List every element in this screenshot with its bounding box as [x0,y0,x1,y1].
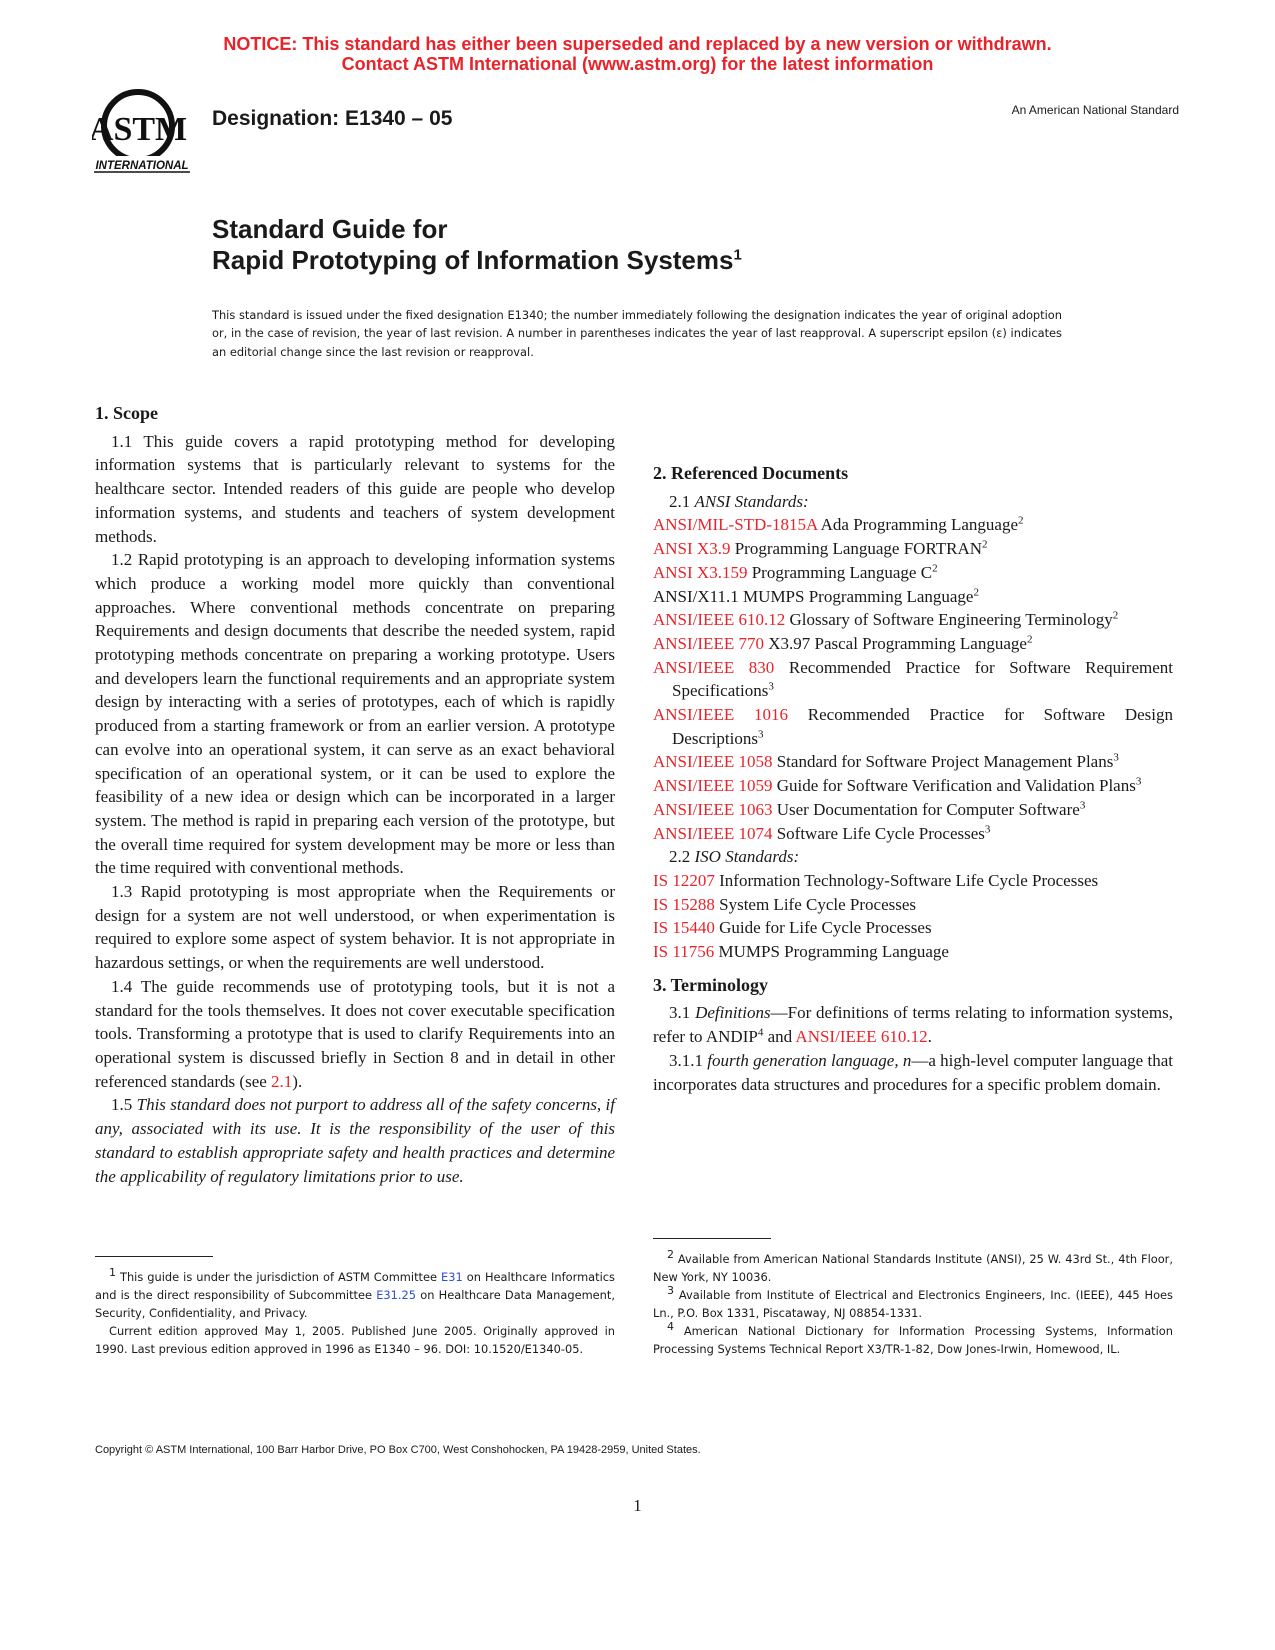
footnote-4-mark: 4 [667,1320,674,1334]
iso-reference-list [653,869,1173,964]
term-3-1-number: 3.1 [669,1003,696,1023]
ansi-reference-item [653,608,1173,632]
page-number: 1 [633,1496,642,1515]
term-definitions: Definitions [695,1003,771,1023]
term-3-1-1-text: —a high-level computer language that incorporates data structures and procedures for a specific problem domain. [653,1050,1173,1094]
footnote-1-text-a: This guide is under the jurisdiction of ASTM Committee [116,1270,442,1284]
ansi-reference-title: Recommended Practice for Software Design Descriptions [672,705,1173,748]
ansi-reference-footnote-mark: 3 [757,728,764,741]
ansi-reference-footnote-mark: 2 [932,562,938,575]
footnote-1-text-b: on Healthcare Informatics and is the direct responsibility of Subcommittee [95,1270,615,1302]
iso-reference-item [653,940,1173,964]
footnote-1 [95,1268,615,1322]
ansi-reference-title: Programming Language FORTRAN [730,539,983,559]
ansi-reference-item [653,632,1173,656]
ansi-reference-code[interactable]: ANSI X3.9 [653,539,731,559]
ansi-reference-footnote-mark: 2 [1026,633,1033,646]
footnote-rule-right [653,1238,771,1239]
ansi-reference-item [653,561,1173,585]
iso-reference-item [653,893,1173,917]
title-line-2-text: Rapid Prototyping of Information Systems [212,245,734,275]
ansi-reference-code[interactable]: ANSI/MIL-STD-1815A [653,515,818,535]
scope-1-1: 1.1 This guide covers a rapid prototyping method for developing information systems that is particularly relevant to systems for the healthcare sector. Intended readers of this guide are people who develop information systems, and students and teachers of system development methods. [95,431,615,546]
ansi-reference-title: Recommended Practice for Software Requirement Specifications [672,657,1173,701]
astm-logo-icon [92,88,192,180]
ansi-reference-code[interactable]: ANSI/IEEE 610.12 [653,610,786,630]
iso-reference-title: Guide for Life Cycle Processes [714,918,932,938]
logo-international: INTERNATIONAL [95,160,189,172]
link-ansi-ieee-610-12[interactable]: ANSI/IEEE 610.12 [795,1027,928,1047]
ansi-reference-footnote-mark: 3 [984,822,991,835]
footnotes-left [95,1268,615,1358]
footnote-2-mark: 2 [667,1248,674,1262]
ansi-reference-item [653,750,1173,774]
ansi-reference-title: Standard for Software Project Management Plans [772,752,1114,772]
ansi-reference-footnote-mark: 2 [973,585,979,598]
ansi-reference-item [653,822,1173,846]
ansi-reference-footnote-mark: 3 [1135,775,1142,788]
document-title [212,214,742,276]
ansi-number: 2.1 [669,491,695,511]
ansi-reference-footnote-mark: 3 [1113,751,1119,764]
footnote-3 [653,1286,1173,1322]
ansi-reference-code[interactable]: ANSI/IEEE 1016 [653,705,788,725]
iso-standards-label [653,845,1173,869]
scope-1-4-end: ). [292,1071,303,1091]
term-4gl: fourth generation language, n [707,1050,912,1070]
ansi-reference-item [653,774,1173,798]
link-e31-25[interactable]: E31.25 [376,1288,417,1302]
ansi-reference-code[interactable]: ANSI/IEEE 1059 [653,776,773,796]
iso-reference-title: Information Technology-Software Life Cycle Processes [714,870,1099,890]
ansi-reference-code[interactable]: ANSI/IEEE 1074 [653,823,773,843]
footnote-3-mark: 3 [667,1284,674,1298]
ansi-reference-title: Ada Programming Language [817,515,1018,535]
ansi-reference-footnote-mark: 3 [1079,799,1086,812]
title-line-2 [212,245,742,276]
footnote-1-edition: Current edition approved May 1, 2005. Published June 2005. Originally approved in 1990. Last previous edition approved in 1996 as E1340 – 96. DOI: 10.1520/E1340-05. [95,1324,615,1356]
ansi-reference-item [653,798,1173,822]
notice-line-2: Contact ASTM International (www.astm.org) for the latest information [341,54,934,74]
ansi-reference-item [653,585,1173,609]
terminology-3-1 [653,1001,1173,1048]
ansi-reference-footnote-mark: 2 [1112,609,1119,622]
scope-1-4-text: 1.4 The guide recommends use of prototyping tools, but it is not a standard for the tools themselves. It does not cover executable specification tools. Transforming a prototype that is used to clarify Requirements into an operational system is discussed briefly in Section 8 and in detail in other referenced standards (see [95,976,615,1091]
ansi-reference-title: X3.97 Pascal Programming Language [763,633,1027,653]
footnote-4 [653,1322,1173,1358]
footnote-2 [653,1250,1173,1286]
scope-1-5-text: This standard does not purport to address all of the safety concerns, if any, associated with its use. It is the responsibility of the user of this standard to establish appropriate safety and health practices and determine the applicability of regulatory limitations prior to use. [95,1095,615,1186]
footnote-3-text: Available from Institute of Electrical and Electronics Engineers, Inc. (IEEE), 445 Hoes Ln., P.O. Box 1331, Piscataway, NJ 08854-1331. [653,1288,1173,1320]
iso-reference-item [653,869,1173,893]
ansi-reference-title: Guide for Software Verification and Validation Plans [772,776,1136,796]
right-column [653,462,1173,1096]
iso-reference-code[interactable]: IS 12207 [653,870,715,890]
ansi-reference-title: Programming Language C [747,562,933,582]
term-3-1-text: —For definitions of terms relating to information systems, refer to ANDIP [653,1003,1173,1047]
left-column [95,402,615,1188]
iso-reference-code[interactable]: IS 11756 [653,942,715,962]
ansi-reference-list [653,513,1173,845]
ansi-title: ANSI Standards: [694,491,809,511]
term-3-1-1-number: 3.1.1 [669,1050,708,1070]
ansi-reference-title: Software Life Cycle Processes [772,823,985,843]
ansi-reference-code[interactable]: ANSI/IEEE 1058 [653,752,773,772]
ansi-reference-title: Glossary of Software Engineering Terminology [785,610,1113,630]
iso-reference-item [653,916,1173,940]
scope-1-4 [95,975,615,1094]
notice-line-1: NOTICE: This standard has either been superseded and replaced by a new version or withdrawn. [223,34,1052,54]
ansi-standards-label [653,490,1173,514]
ansi-reference-item [653,656,1173,703]
scope-1-2: 1.2 Rapid prototyping is an approach to developing information systems which produce a working model more quickly than conventional approaches. Where conventional methods concentrate on preparing Requirements and design documents that describe the needed system, rapid prototyping methods concentrate on preparing a working prototype. Users and developers learn the functional requirements and an appropriate system design by interacting with a series of prototypes, each of which is rapidly produced from a starting framework or from an earlier version. A prototype can evolve into an operational system, it can serve as an exact behavioral specification of an operational system, or it can be used to explore the feasibility of a new idea or design which can be incorporated in a larger system. The method is rapid in preparing each version of the prototype, but the overall time required for system development may be more or less than the time required with conventional methods. [95,550,615,878]
scope-heading: 1. Scope [95,403,158,423]
ansi-reference-item [653,537,1173,561]
footnote-2-text: Available from American National Standards Institute (ANSI), 25 W. 43rd St., 4th Floor, New York, NY 10036. [653,1252,1173,1284]
scope-1-5-number: 1.5 [111,1095,137,1115]
referenced-documents-heading: 2. Referenced Documents [653,463,849,483]
terminology-3-1-1 [653,1049,1173,1096]
title-footnote-mark: 1 [733,246,742,264]
term-3-1-end: . [927,1027,932,1047]
term-3-1-fn: 4 [757,1026,764,1039]
ansi-reference-code[interactable]: ANSI/IEEE 830 [653,657,775,677]
scope-1-3: 1.3 Rapid prototyping is most appropriate when the Requirements or design for a system are not well understood, or when experimentation is required to explore some aspect of system behavior. It is not appropriate in hazardous settings, or when the requirements are well understood. [95,882,615,973]
ansi-reference-title: User Documentation for Computer Software [772,799,1080,819]
ansi-reference-item [653,703,1173,750]
iso-title: ISO Standards: [694,847,800,867]
iso-reference-code[interactable]: IS 15440 [653,918,715,938]
link-e31[interactable]: E31 [441,1270,463,1284]
iso-reference-title: MUMPS Programming Language [714,942,949,962]
iso-reference-code[interactable]: IS 15288 [653,894,715,914]
ansi-reference-footnote-mark: 2 [1018,514,1024,527]
american-national-standard: An American National Standard [1011,103,1179,117]
scope-1-5 [95,1093,615,1188]
iso-number: 2.2 [669,847,695,867]
ansi-reference-code: ANSI/X11.1 [653,586,739,606]
link-2-1[interactable]: 2.1 [271,1071,293,1091]
footnote-rule-left [95,1256,213,1257]
ansi-reference-item [653,513,1173,537]
withdrawn-notice [0,34,1275,74]
footnotes-right [653,1250,1173,1358]
term-3-1-and: and [763,1027,796,1047]
astm-logo [92,88,192,180]
iso-reference-title: System Life Cycle Processes [714,894,917,914]
copyright: Copyright © ASTM International, 100 Barr Harbor Drive, PO Box C700, West Conshohocken, PA 19428-2959, United States. [95,1444,701,1456]
ansi-reference-code[interactable]: ANSI X3.159 [653,562,748,582]
ansi-reference-footnote-mark: 2 [982,538,988,551]
title-line-1: Standard Guide for [212,214,448,244]
ansi-reference-code[interactable]: ANSI/IEEE 770 [653,633,764,653]
ansi-reference-footnote-mark: 3 [768,680,774,693]
ansi-reference-code[interactable]: ANSI/IEEE 1063 [653,799,773,819]
ansi-reference-title: MUMPS Programming Language [738,586,974,606]
logo-letters: ASTM [92,111,188,148]
designation: Designation: E1340 – 05 [212,107,453,130]
footnote-4-text: American National Dictionary for Information Processing Systems, Information Processing Systems Technical Report X3/TR-1-82, Dow Jones-Irwin, Homewood, IL. [653,1324,1173,1356]
footnote-1-mark: 1 [109,1266,116,1280]
footnote-1-text-c: on Healthcare Data Management, Security, Confidentiality, and Privacy. [95,1288,615,1320]
issuance-statement: This standard is issued under the fixed designation E1340; the number immediately following the designation indicates the year of original adoption or, in the case of revision, the year of last revision. A number in parentheses indicates the year of last reapproval. A superscript epsilon (ε) indicates an editorial change since the last revision or reapproval. [212,308,1062,359]
terminology-heading: 3. Terminology [653,974,769,995]
